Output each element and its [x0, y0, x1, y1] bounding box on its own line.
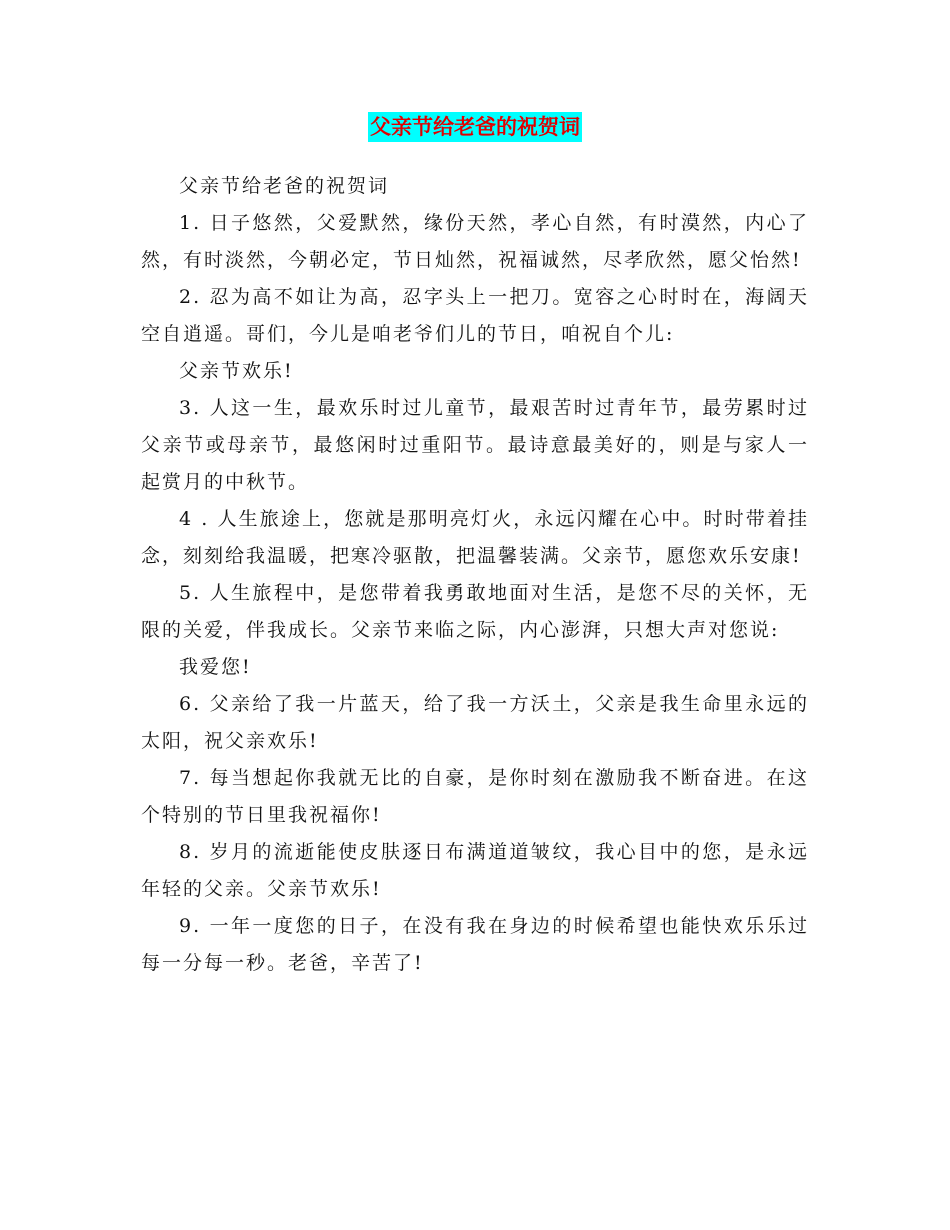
paragraph-1: 1. 日子悠然，父爱默然，缘份天然，孝心自然，有时漠然，内心了然，有时淡然，今朝必定，节日灿然，祝福诚然，尽孝欣然，愿父怡然! [141, 212, 809, 271]
paragraph-3: 3. 人这一生，最欢乐时过儿童节，最艰苦时过青年节，最劳累时过父亲节或母亲节，最悠闲时过重阳节。最诗意最美好的，则是与家人一起赏月的中秋节。 [141, 397, 809, 493]
paragraph-8: 8. 岁月的流逝能使皮肤逐日布满道道皱纹，我心目中的您，是永远年轻的父亲。父亲节欢乐! [141, 841, 809, 900]
paragraph-subtitle: 父亲节给老爸的祝贺词 [179, 175, 390, 197]
paragraph-6: 6. 父亲给了我一片蓝天，给了我一方沃土，父亲是我生命里永远的太阳，祝父亲欢乐! [141, 693, 809, 752]
document-body [141, 168, 809, 982]
paragraph-9: 9. 一年一度您的日子，在没有我在身边的时候希望也能快欢乐乐过每一分每一秒。老爸，辛苦了! [141, 915, 809, 974]
title-container [0, 112, 950, 142]
paragraph-4: 4 . 人生旅途上，您就是那明亮灯火，永远闪耀在心中。时时带着挂念，刻刻给我温暖，把寒冷驱散，把温馨装满。父亲节，愿您欢乐安康! [141, 508, 809, 567]
paragraph-2-closing: 父亲节欢乐! [179, 360, 294, 382]
paragraph-7: 7. 每当想起你我就无比的自豪，是你时刻在激励我不断奋进。在这个特别的节日里我祝福你! [141, 767, 809, 826]
document-title: 父亲节给老爸的祝贺词 [368, 112, 582, 142]
paragraph-5: 5. 人生旅程中，是您带着我勇敢地面对生活，是您不尽的关怀，无限的关爱，伴我成长。父亲节来临之际，内心澎湃，只想大声对您说: [141, 582, 809, 641]
paragraph-5-closing: 我爱您! [179, 656, 252, 678]
paragraph-2: 2. 忍为高不如让为高，忍字头上一把刀。宽容之心时时在，海阔天空自逍遥。哥们，今儿是咱老爷们儿的节日，咱祝自个儿: [141, 286, 809, 345]
